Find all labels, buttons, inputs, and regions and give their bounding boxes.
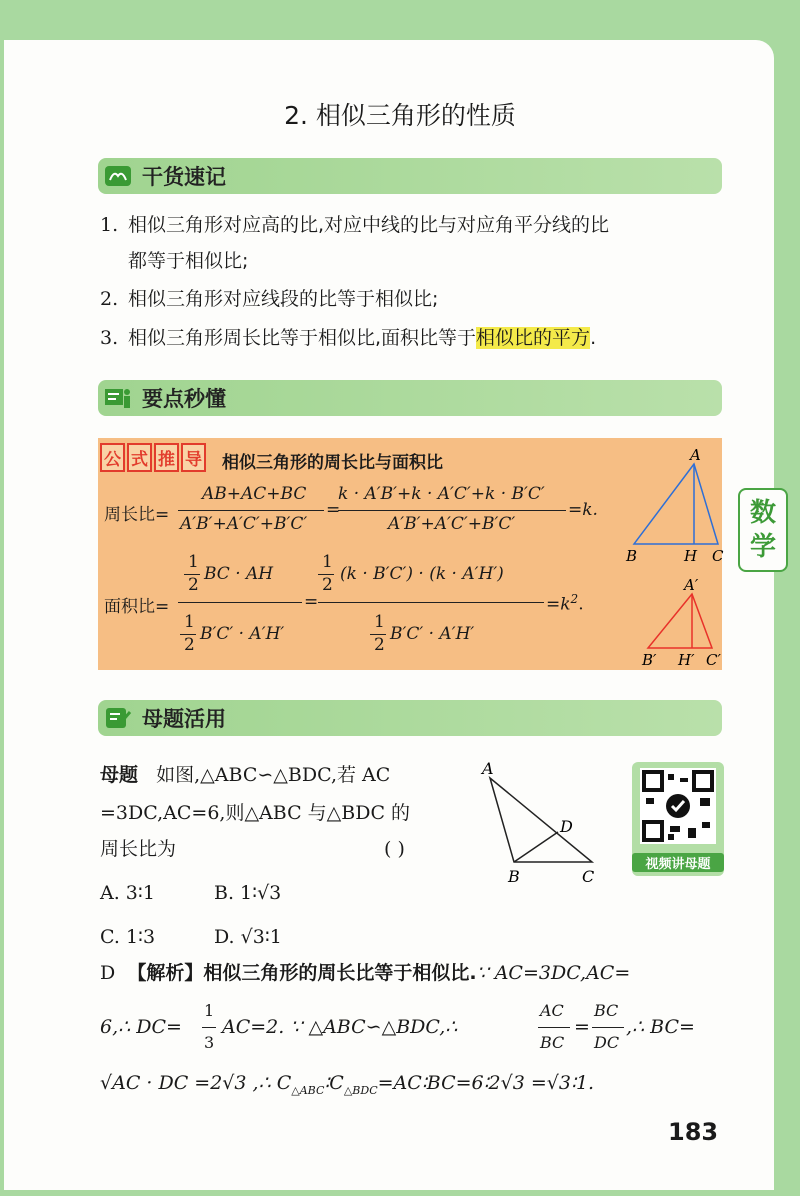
- section-label: 要点秒懂: [142, 387, 226, 411]
- svg-text:A: A: [690, 446, 701, 464]
- notebook-pen-icon: [104, 706, 132, 730]
- perimeter-label: 周长比=: [104, 505, 170, 525]
- formula-tag: 公 式 推 导: [100, 443, 208, 472]
- problem-line-1: 母题 如图,△ABC∽△BDC,若 AC: [100, 764, 391, 786]
- option-c: C. 1∶3: [100, 926, 156, 948]
- problem-line-2: =3DC,AC=6,则△ABC 与△BDC 的: [100, 802, 411, 824]
- triangle-abc-prime: [648, 594, 712, 648]
- area-den1: B′C′ · A′H′: [200, 624, 285, 644]
- solution-line-1: D 【解析】相似三角形的周长比等于相似比.∵ AC=3DC,AC=: [100, 962, 631, 984]
- area-result: $=k^2$.: [546, 592, 584, 615]
- qr-label: 视频讲母题: [632, 853, 724, 872]
- svg-text:B′: B′: [642, 651, 657, 669]
- svg-text:A: A: [482, 759, 494, 778]
- perimeter-den2: A′B′+A′C′+B′C′: [388, 514, 516, 534]
- area-num2: (k · B′C′) · (k · A′H′): [340, 564, 504, 584]
- option-b: B. 1∶√3: [214, 882, 282, 904]
- point-2: 2. 相似三角形对应线段的比等于相似比;: [100, 288, 439, 310]
- section-bar-muti: [98, 700, 722, 736]
- answer-paren: ( ): [384, 838, 405, 860]
- highlight: 相似比的平方: [476, 327, 591, 349]
- area-den2: B′C′ · A′H′: [390, 624, 475, 644]
- book-icon: [104, 164, 132, 188]
- point-3: 3. 相似三角形周长比等于相似比,面积比等于相似比的平方.: [100, 327, 597, 349]
- section-bar-ganhuo: [98, 158, 722, 194]
- svg-text:C: C: [712, 547, 724, 565]
- svg-text:H: H: [684, 547, 698, 565]
- problem-line-3: 周长比为: [100, 838, 177, 860]
- solution-line-2b: AC=2. ∵ △ABC∽△BDC,∴: [222, 1016, 458, 1038]
- svg-text:C: C: [582, 867, 595, 886]
- qr-code-icon: [640, 768, 716, 844]
- svg-text:D: D: [560, 817, 573, 836]
- area-label: 面积比=: [104, 597, 170, 617]
- solution-line-2c: ,∴ BC=: [626, 1016, 695, 1038]
- svg-text:C′: C′: [706, 651, 721, 669]
- subject-tab[interactable]: [738, 488, 788, 572]
- section-label: 母题活用: [142, 707, 226, 731]
- perimeter-num2: k · A′B′+k · A′C′+k · B′C′: [338, 484, 545, 504]
- page-title: 2. 相似三角形的性质: [284, 101, 516, 130]
- perimeter-result: =k.: [568, 500, 598, 520]
- formula-heading: 相似三角形的周长比与面积比: [222, 453, 443, 473]
- svg-text:H′: H′: [678, 651, 695, 669]
- problem-figure: [478, 758, 608, 888]
- svg-text:B: B: [508, 867, 520, 886]
- point-1: 1. 相似三角形对应高的比,对应中线的比与对应角平分线的比: [100, 214, 610, 236]
- formula-box: 公 式 推 导 相似三角形的周长比与面积比 周长比= AB+AC+BC A′B′+A′C′+B′C′ = k · A′B′+k · A′C′+k · B′C′ A′B′+A′C′+B′C′ =k. 面积比= 1 2 BC · AH 1 2 B′C′ · A′H′ = 1 2 (k · B′C′) · (k · A′H′) 1 2 B′C′ · A′H′ $=k^2$. A B H C A′ B′ H′ C′: [98, 438, 722, 670]
- area-num1: BC · AH: [204, 564, 274, 584]
- page-number: 183: [668, 1118, 719, 1146]
- qr-code-card[interactable]: [632, 762, 724, 876]
- svg-text:A′: A′: [684, 576, 699, 594]
- solution-line-2a: 6,∴ DC=: [100, 1016, 182, 1038]
- section-bar-yaodian: [98, 380, 722, 416]
- svg-text:B: B: [626, 547, 638, 565]
- section-label: 干货速记: [142, 165, 226, 189]
- solution-line-3: √AC · DC =2√3 ,∴ $C_{\triangle ABC}∶C_{\triangle BDC}=AC∶BC=6∶2√3$ =√3∶1.: [100, 1072, 595, 1097]
- subject-tab-char: 学: [749, 532, 776, 562]
- option-d: D. √3∶1: [214, 926, 282, 948]
- perimeter-num1: AB+AC+BC: [202, 484, 307, 504]
- perimeter-den1: A′B′+A′C′+B′C′: [180, 514, 308, 534]
- point-1-cont: 都等于相似比;: [128, 250, 249, 272]
- triangle-abc: [634, 464, 718, 544]
- similar-triangles-figure: [622, 446, 724, 669]
- option-a: A. 3∶1: [100, 882, 155, 904]
- subject-tab-char: 数: [749, 498, 776, 528]
- teacher-icon: [104, 386, 132, 410]
